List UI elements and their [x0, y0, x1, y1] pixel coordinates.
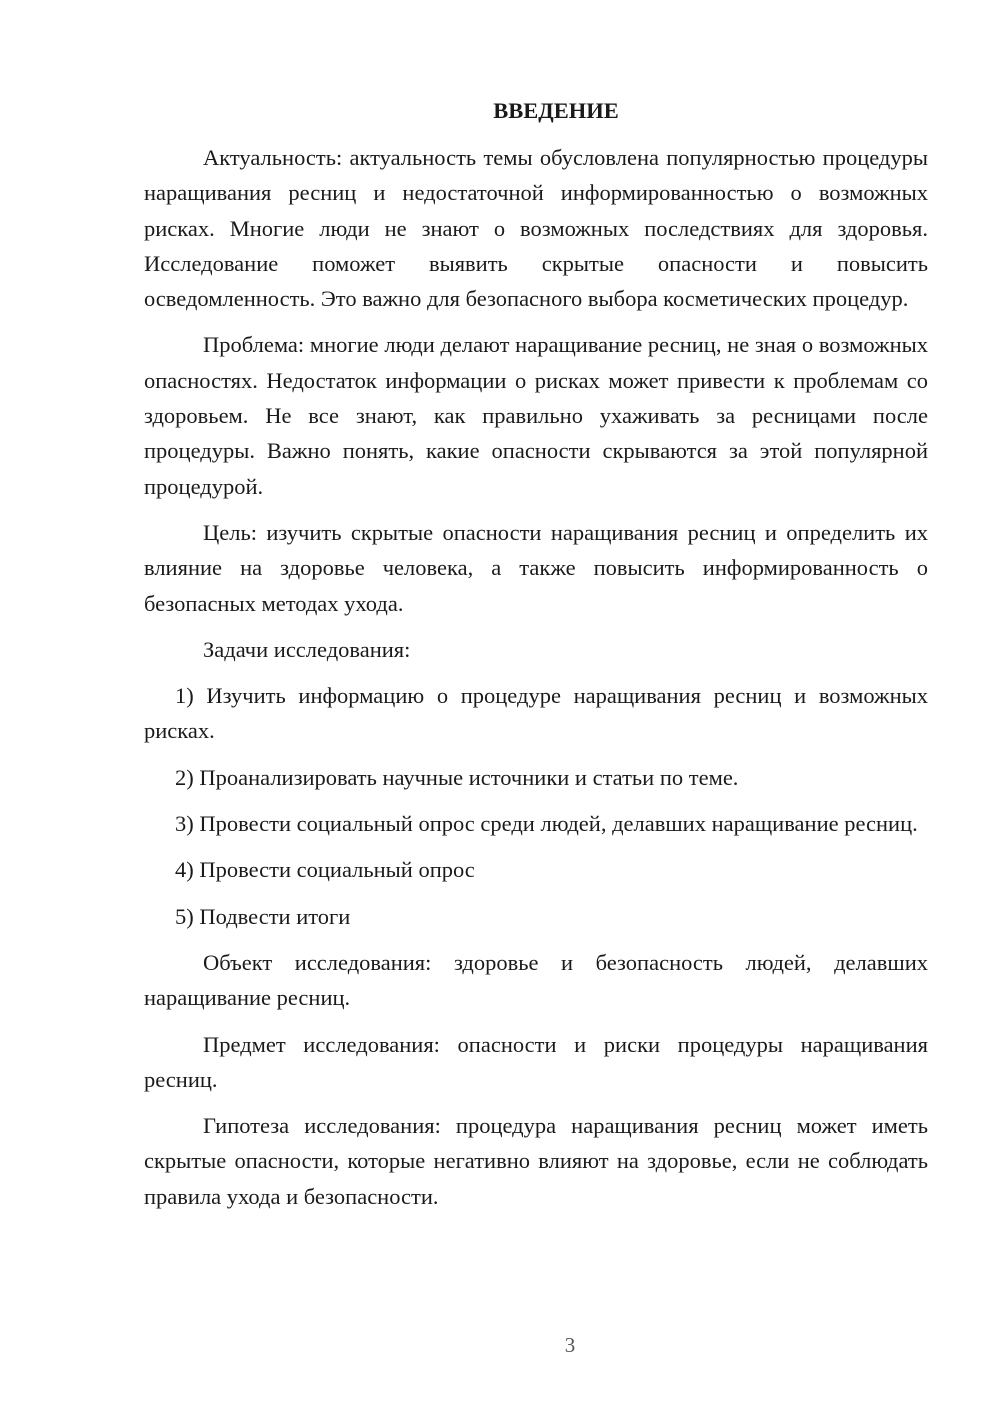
paragraph-object: Объект исследования: здоровье и безопасность людей, делавших наращивание ресниц. [144, 949, 928, 1011]
paragraph-goal: Цель: изучить скрытые опасности наращивания ресниц и определить их влияние на здоровье человека, а также повысить информированность о безопасных методах ухода. [144, 519, 928, 616]
page-number: 3 [564, 1333, 576, 1357]
paragraph-problem: Проблема: многие люди делают наращивание ресниц, не зная о возможных опасностях. Недостаток информации о рисках может привести к проблемам со здоровьем. Не все знают, как правильно ухаживать за ресницами после процедуры. Важно понять, какие опасности скрываются за этой популярной процедурой. [144, 332, 928, 499]
document-body [144, 93, 928, 1225]
paragraph-hypothesis: Гипотеза исследования: процедура наращивания ресниц может иметь скрытые опасности, которые негативно влияют на здоровье, если не соблюдать правила ухода и безопасности. [144, 1113, 928, 1209]
page-title: ВВЕДЕНИЕ [493, 98, 619, 123]
task-item: 5) Подвести итоги [175, 903, 351, 929]
paragraph-tasks-heading: Задачи исследования: [203, 636, 411, 662]
paragraph-relevance: Актуальность: актуальность темы обусловлена популярностью процедуры наращивания ресниц и недостаточной информированностью о возможных рисках. Многие люди не знают о возможных последствиях для здоровья. Исследование поможет выявить скрытые опасности и повысить осведомленность. Это важно для безопасного выбора косметических процедур. [144, 145, 928, 312]
paragraph-subject: Предмет исследования: опасности и риски процедуры наращивания ресниц. [144, 1031, 928, 1092]
task-item: 1) Изучить информацию о процедуре наращивания ресниц и возможных рисках. [144, 683, 928, 744]
task-item: 4) Провести социальный опрос [175, 857, 475, 883]
task-item: 2) Проанализировать научные источники и статьи по теме. [175, 764, 739, 790]
task-item: 3) Провести социальный опрос среди людей, делавших наращивание ресниц. [175, 811, 918, 837]
